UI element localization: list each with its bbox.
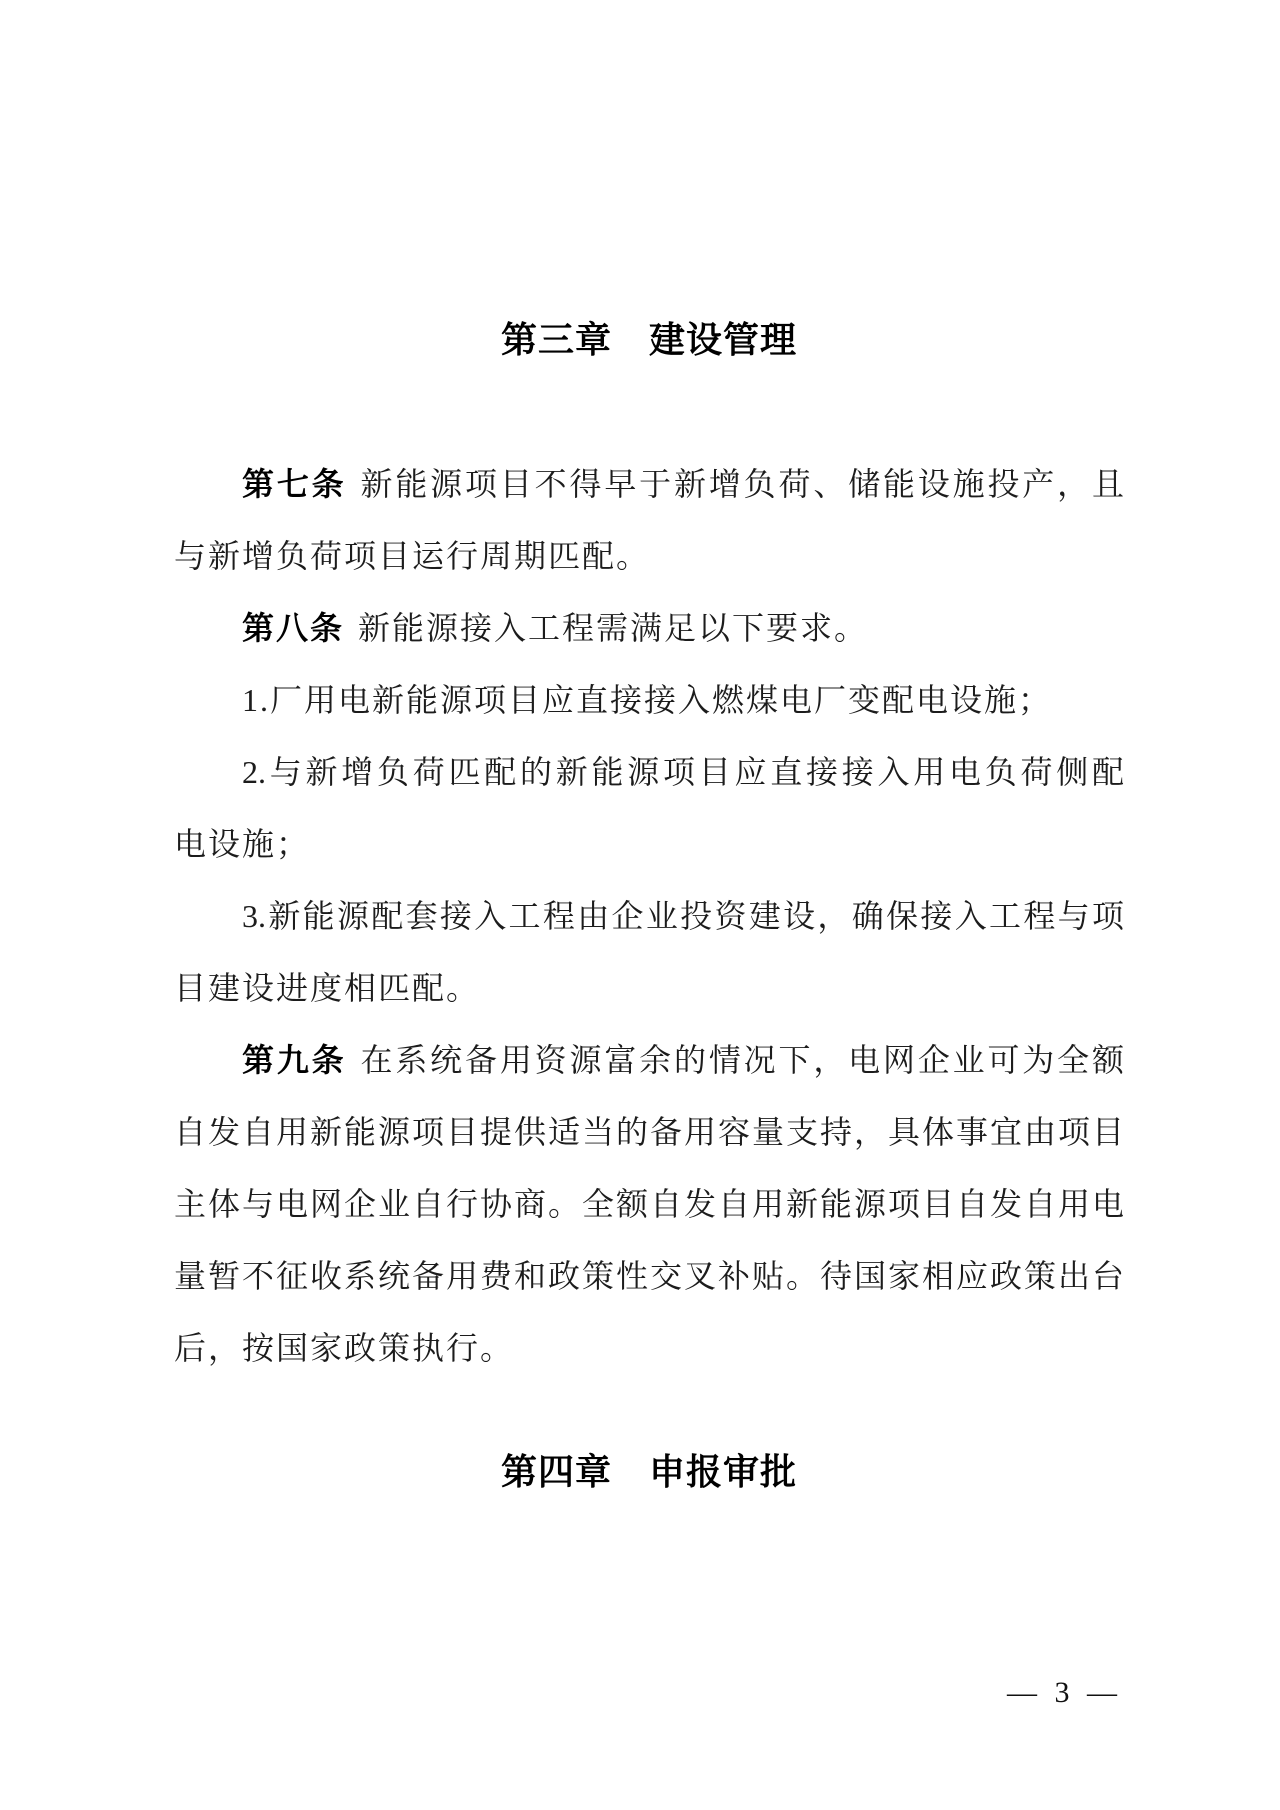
body-line-text: 3.新能源配套接入工程由企业投资建设，确保接入工程与项 xyxy=(242,898,1124,934)
body-line xyxy=(174,520,1124,592)
body-line-text: 2.与新增负荷匹配的新能源项目应直接接入用电负荷侧配 xyxy=(242,754,1124,790)
body-line-text: 自发自用新能源项目提供适当的备用容量支持，具体事宜由项目 xyxy=(174,1114,1124,1150)
article-number-label: 第七条 xyxy=(242,466,347,502)
body-line-text: 后，按国家政策执行。 xyxy=(174,1330,515,1366)
body-text xyxy=(174,448,1124,1384)
body-line xyxy=(174,952,1124,1024)
body-line-text: 新能源接入工程需满足以下要求。 xyxy=(358,610,869,646)
chapter-3-heading: 第三章 建设管理 xyxy=(500,319,797,360)
body-line xyxy=(174,1240,1124,1312)
article-number-label: 第八条 xyxy=(242,610,345,646)
body-line-text: 主体与电网企业自行协商。全额自发自用新能源项目自发自用电 xyxy=(174,1186,1124,1222)
body-line xyxy=(174,880,1124,952)
body-line-text: 与新增负荷项目运行周期匹配。 xyxy=(174,538,651,574)
body-line-text: 电设施； xyxy=(174,826,311,862)
body-line xyxy=(174,592,1124,664)
body-line xyxy=(174,664,1124,736)
body-line-text: 量暂不征收系统备用费和政策性交叉补贴。待国家相应政策出台 xyxy=(174,1258,1124,1294)
body-line xyxy=(174,736,1124,808)
body-line xyxy=(174,808,1124,880)
body-line xyxy=(174,1024,1124,1096)
body-line xyxy=(174,1312,1124,1384)
chapter-4-heading: 第四章 申报审批 xyxy=(500,1451,797,1492)
page-number: — 3 — xyxy=(1007,1676,1122,1709)
article-number-label: 第九条 xyxy=(242,1042,347,1078)
body-line xyxy=(174,1168,1124,1240)
body-line-text: 在系统备用资源富余的情况下，电网企业可为全额 xyxy=(360,1042,1124,1078)
body-line xyxy=(174,1096,1124,1168)
body-line xyxy=(174,448,1124,520)
body-line-text: 目建设进度相匹配。 xyxy=(174,970,481,1006)
body-line-text: 1.厂用电新能源项目应直接接入燃煤电厂变配电设施； xyxy=(242,682,1053,718)
body-line-text: 新能源项目不得早于新增负荷、储能设施投产，且 xyxy=(360,466,1124,502)
